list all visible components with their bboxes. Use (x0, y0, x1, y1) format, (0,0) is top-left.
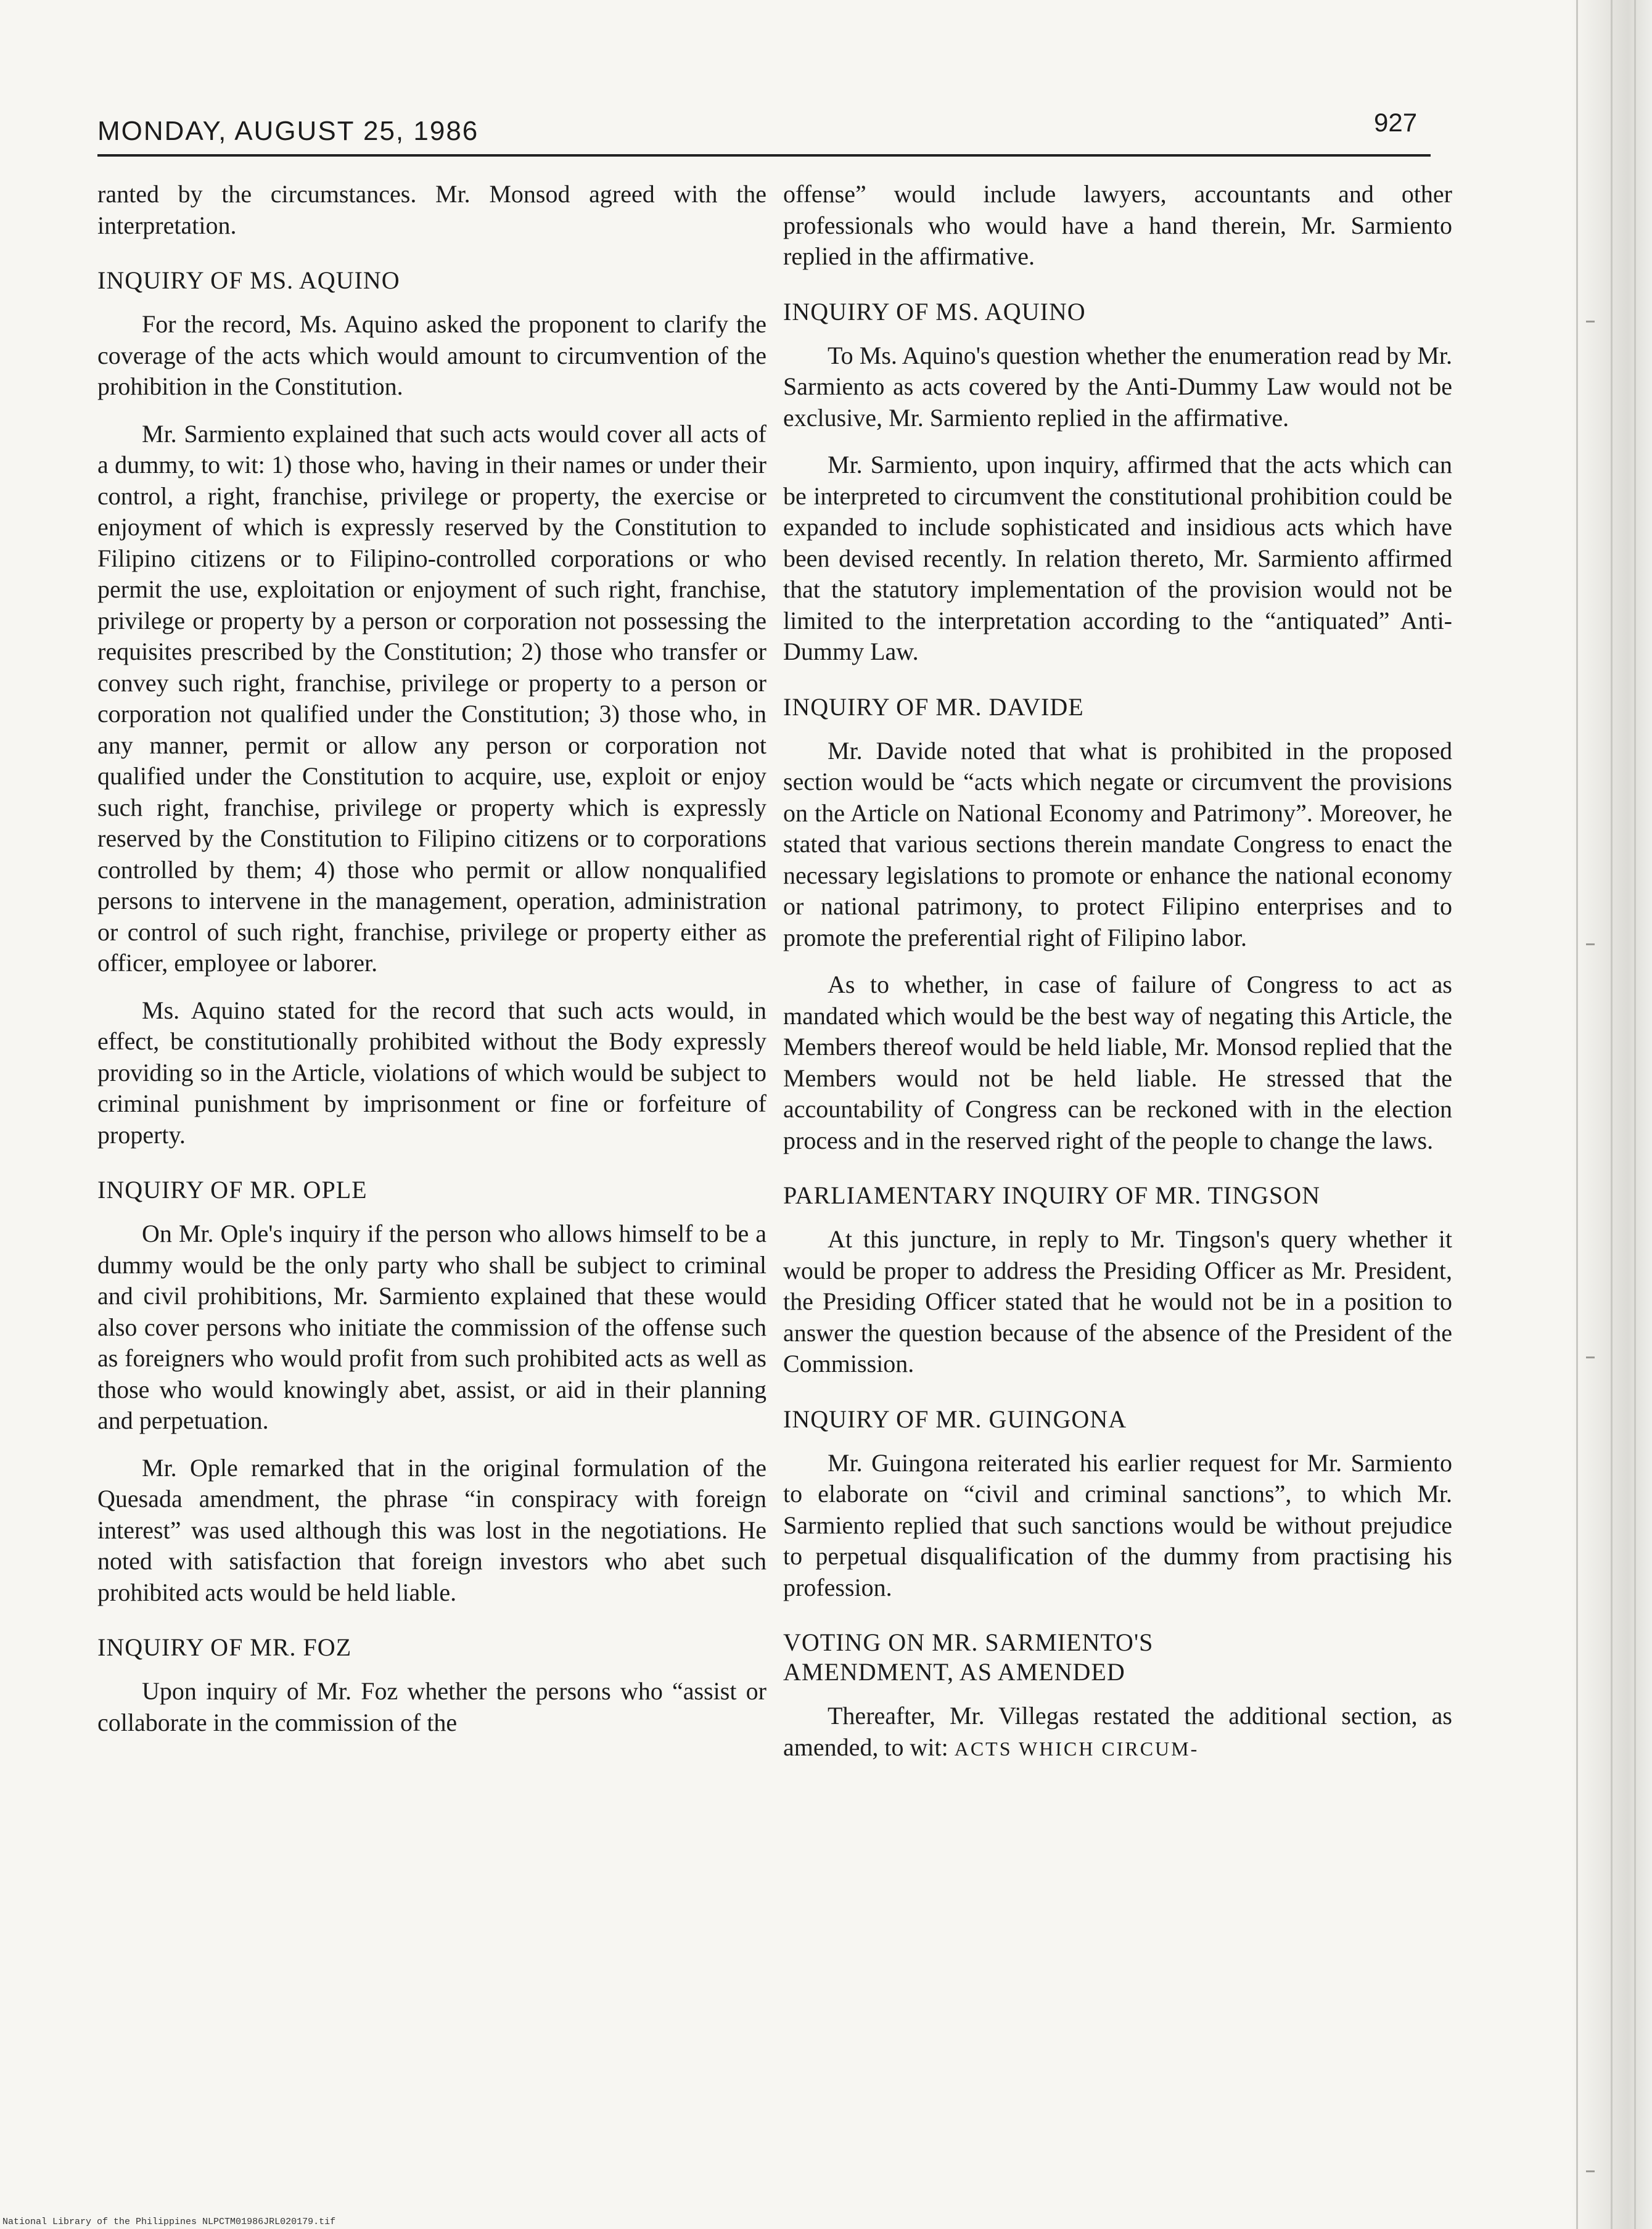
paragraph: Mr. Guingona reiterated his earlier request for Mr. Sarmiento to elaborate on “civil and criminal sanctions”, to which Mr. Sarmiento replied that such sanctions would be without prejudice to perpetual disqualification of the dummy from practising his profession. (783, 1448, 1452, 1601)
section-heading: INQUIRY OF MS. AQUINO (97, 266, 400, 294)
paragraph: Mr. Davide noted that what is prohibited in the proposed section would be “acts which negate or circumvent the provisions on the Article on National Economy and Patrimony”. Moreover, he stated that various sections therein mandate Congress to enact the necessary legislations to promote or enhance the national economy or national patrimony, to protect Filipino enterprises and to promote the preferential right of Filipino labor. (783, 736, 1452, 951)
section-heading: INQUIRY OF MR. FOZ (97, 1633, 352, 1661)
scan-mark (1586, 321, 1595, 322)
scan-mark (1586, 2170, 1595, 2172)
paragraph: ranted by the circumstances. Mr. Monsod agreed with the interpretation. (97, 180, 766, 239)
paragraph: offense” would include lawyers, accountants and other professionals who would have a hand therein, Mr. Sarmiento replied in the affirmative. (783, 180, 1452, 270)
paragraph (783, 1701, 1452, 1764)
paragraph-text: Thereafter, Mr. Villegas restated the additional section, as amended, to wit: (783, 1702, 1452, 1761)
heading-line: VOTING ON MR. SARMIENTO'S (783, 1628, 1154, 1656)
header-date: MONDAY, AUGUST 25, 1986 (97, 116, 479, 146)
footer-caption: National Library of the Philippines NLPCTM01986JRL020179.tif (2, 2217, 336, 2227)
page-number: 927 (1374, 108, 1418, 137)
page-edge-line (1576, 0, 1578, 2229)
left-column (97, 179, 766, 1754)
section-heading: INQUIRY OF MS. AQUINO (783, 297, 1086, 326)
paragraph: On Mr. Ople's inquiry if the person who allows himself to be a dummy would be the only party who shall be subject to criminal and civil prohibitions, Mr. Sarmiento explained that these would also cover persons who initiate the commission of the offense such as foreigners who would profit from such prohibited acts as well as those who would knowingly abet, assist, or aid in their planning and perpetuation. (97, 1220, 766, 1434)
page-edge-line (1634, 0, 1636, 2229)
section-heading: INQUIRY OF MR. GUINGONA (783, 1405, 1127, 1433)
small-caps-text: ACTS WHICH CIRCUM- (954, 1737, 1199, 1760)
paragraph: Upon inquiry of Mr. Foz whether the persons who “assist or collaborate in the commission of the (97, 1677, 766, 1736)
paragraph: Mr. Ople remarked that in the original formulation of the Quesada amendment, the phrase “in conspiracy with foreign interest” was used although this was lost in the negotiations. He noted with satisfaction that foreign investors who abet such prohibited acts would be held liable. (97, 1453, 766, 1606)
heading-line: AMENDMENT, AS AMENDED (783, 1658, 1125, 1686)
paragraph: As to whether, in case of failure of Congress to act as mandated which would be the best way of negating this Article, the Members thereof would be held liable, Mr. Monsod replied that the Members would not be held liable. He stressed that the accountability of Congress can be reckoned with in the election process and in the reserved right of the people to change the laws. (783, 971, 1452, 1154)
section-heading: PARLIAMENTARY INQUIRY OF MR. TINGSON (783, 1181, 1321, 1209)
header-rule (97, 154, 1431, 157)
right-column (783, 179, 1452, 1780)
section-heading: INQUIRY OF MR. OPLE (97, 1176, 368, 1204)
paragraph: For the record, Ms. Aquino asked the proponent to clarify the coverage of the acts which would amount to circumvention of the prohibition in the Constitution. (97, 310, 766, 400)
paragraph: To Ms. Aquino's question whether the enumeration read by Mr. Sarmiento as acts covered by the Anti-Dummy Law would not be exclusive, Mr. Sarmiento replied in the affirmative. (783, 341, 1452, 432)
paragraph: Mr. Sarmiento explained that such acts would cover all acts of a dummy, to wit: 1) those who, having in their names or under their control, a right, franchise, privilege or property, the exercise or enjoyment of which is expressly reserved by the Constitution to Filipino citizens or to Filipino-controlled corporations or who permit the use, exploitation or enjoyment of such right, franchise, privilege or property by a person or corporation not possessing the requisites prescribed by the Constitution; 2) those who transfer or convey such right, franchise, privilege or property to a person or corporation not qualified under the Constitution; 3) those who, in any manner, permit or allow any person or corporation not qualified under the Constitution to acquire, use, exploit or enjoy such right, franchise, privilege or property which is expressly reserved by the Constitution to Filipino citizens or to corporations controlled by them; 4) those who permit or allow nonqualified persons to intervene in the management, operation, administration or control of such right, franchise, privilege or property either as officer, employee or laborer. (97, 419, 766, 977)
section-heading: INQUIRY OF MR. DAVIDE (783, 692, 1084, 721)
page-edge-line (1611, 0, 1613, 2229)
paragraph: Mr. Sarmiento, upon inquiry, affirmed that the acts which can be interpreted to circumvent the constitutional prohibition could be expanded to include sophisticated and insidious acts which have been devised recently. In relation thereto, Mr. Sarmiento affirmed that the statutory implementation of the provision would not be limited to the interpretation according to the “antiquated” Anti-Dummy Law. (783, 451, 1452, 665)
section-heading (783, 1628, 1452, 1687)
scan-mark (1586, 943, 1595, 945)
scan-mark (1586, 1357, 1595, 1358)
paragraph: At this juncture, in reply to Mr. Tingson's query whether it would be proper to address the Presiding Officer as Mr. President, the Presiding Officer stated that he would not be in a position to answer the question because of the absence of the President of the Commission. (783, 1225, 1452, 1377)
paragraph: Ms. Aquino stated for the record that such acts would, in effect, be constitutionally prohibited without the Body expressly providing so in the Article, violations of which would be subject to criminal punishment by imprisonment or fine or forfeiture of property. (97, 996, 766, 1149)
